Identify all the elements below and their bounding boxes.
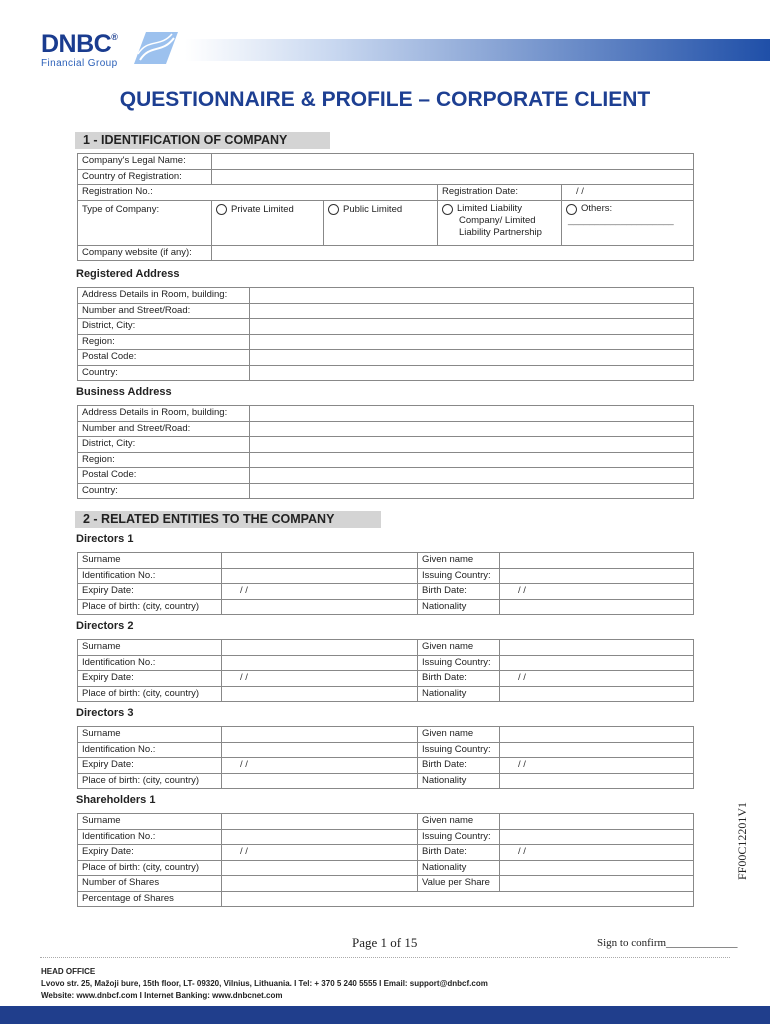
percentage-shares-label: Percentage of Shares [78,891,222,907]
nationality-field[interactable] [500,773,694,789]
table-row [78,553,694,569]
expiry-date-label: Expiry Date: [78,845,222,861]
region-field[interactable] [250,452,694,468]
option-private-limited[interactable]: Private Limited [212,200,324,245]
registration-no-label: Registration No.: [78,185,438,201]
table-row [78,671,694,687]
nationality-label: Nationality [418,599,500,615]
head-office-block [41,966,488,1002]
identification-table [77,153,694,261]
postal-code-field[interactable] [250,350,694,366]
issuing-country-label: Issuing Country: [418,655,500,671]
table-row [78,288,694,304]
table-row [78,350,694,366]
birth-date-label: Birth Date: [418,758,500,774]
table-row [78,154,694,170]
radio-circle-icon[interactable] [328,204,339,215]
head-office-label: HEAD OFFICE [41,967,96,976]
expiry-date-field[interactable]: / / [222,584,418,600]
expiry-date-label: Expiry Date: [78,584,222,600]
legal-name-label: Company's Legal Name: [78,154,212,170]
directors-2-table [77,639,694,702]
table-row [78,334,694,350]
sign-to-confirm: Sign to confirm_____________ [597,937,738,949]
place-of-birth-field[interactable] [222,860,418,876]
nationality-field[interactable] [500,686,694,702]
registration-date-field[interactable]: / / [562,185,694,201]
website-field[interactable] [212,245,694,261]
option-others[interactable]: Others: ____________________ [562,200,694,245]
birth-date-field[interactable]: / / [500,584,694,600]
nationality-label: Nationality [418,773,500,789]
expiry-date-label: Expiry Date: [78,671,222,687]
birth-date-label: Birth Date: [418,584,500,600]
given-name-label: Given name [418,814,500,830]
given-name-label: Given name [418,553,500,569]
expiry-date-label: Expiry Date: [78,758,222,774]
expiry-date-field[interactable]: / / [222,758,418,774]
issuing-country-field[interactable] [500,829,694,845]
given-name-field[interactable] [500,814,694,830]
issuing-country-field[interactable] [500,742,694,758]
table-row [78,406,694,422]
identification-label: Identification No.: [78,829,222,845]
percentage-shares-field[interactable] [222,891,694,907]
header-banner [185,39,770,61]
birth-date-field[interactable]: / / [500,671,694,687]
address-field[interactable] [250,406,694,422]
logo-wave-icon [124,30,180,66]
address-label: Address Details in Room, building: [78,288,250,304]
place-of-birth-label: Place of birth: (city, country) [78,599,222,615]
table-row [78,200,694,245]
expiry-date-field[interactable]: / / [222,845,418,861]
identification-field[interactable] [222,829,418,845]
footer-divider [40,957,730,958]
identification-label: Identification No.: [78,568,222,584]
surname-field[interactable] [222,814,418,830]
directors-1-table [77,552,694,615]
postal-code-field[interactable] [250,468,694,484]
given-name-label: Given name [418,640,500,656]
table-row [78,483,694,499]
table-row [78,640,694,656]
business-address-header: Business Address [76,386,172,398]
address-label: Address Details in Room, building: [78,406,250,422]
table-row [78,758,694,774]
region-field[interactable] [250,334,694,350]
table-row [78,452,694,468]
table-row [78,814,694,830]
table-row [78,742,694,758]
district-field[interactable] [250,437,694,453]
table-row [78,686,694,702]
postal-code-label: Postal Code: [78,350,250,366]
page-number: Page 1 of 15 [352,935,418,950]
head-office-address: Lvovo str. 25, Mažoji bure, 15th floor, LT- 09320, Vilnius, Lithuania. I Tel: + 370 5 240 5555 I Email: support@dnbcf.com [41,979,488,988]
birth-date-field[interactable]: / / [500,845,694,861]
table-row [78,245,694,261]
table-row [78,829,694,845]
table-row [78,365,694,381]
country-registration-label: Country of Registration: [78,169,212,185]
document-code: FF00C12201V1 [735,801,749,880]
directors-3-header: Directors 3 [76,707,134,719]
section-2-header: 2 - RELATED ENTITIES TO THE COMPANY [75,511,381,528]
issuing-country-label: Issuing Country: [418,829,500,845]
given-name-field[interactable] [500,553,694,569]
place-of-birth-field[interactable] [222,686,418,702]
logo-subtitle: Financial Group [41,58,118,69]
given-name-field[interactable] [500,727,694,743]
postal-code-label: Postal Code: [78,468,250,484]
place-of-birth-label: Place of birth: (city, country) [78,686,222,702]
table-row [78,891,694,907]
table-row [78,437,694,453]
identification-field[interactable] [222,742,418,758]
radio-circle-icon[interactable] [216,204,227,215]
footer-bar [0,1006,770,1024]
value-per-share-field[interactable] [500,876,694,892]
place-of-birth-field[interactable] [222,599,418,615]
surname-label: Surname [78,727,222,743]
district-field[interactable] [250,319,694,335]
registered-address-table [77,287,694,381]
country-field[interactable] [250,483,694,499]
radio-circle-icon[interactable] [566,204,577,215]
region-label: Region: [78,452,250,468]
table-row [78,876,694,892]
option-limited-liability[interactable]: Limited Liability Company/ Limited Liability Partnership [438,200,562,245]
head-office-web: Website: www.dnbcf.com I Internet Banking: www.dnbcnet.com [41,991,283,1000]
country-field[interactable] [250,365,694,381]
country-label: Country: [78,483,250,499]
table-row [78,599,694,615]
table-row [78,185,694,201]
expiry-date-field[interactable]: / / [222,671,418,687]
website-label: Company website (if any): [78,245,212,261]
directors-2-header: Directors 2 [76,620,134,632]
birth-date-label: Birth Date: [418,671,500,687]
surname-label: Surname [78,553,222,569]
district-label: District, City: [78,319,250,335]
business-address-table [77,405,694,499]
identification-label: Identification No.: [78,742,222,758]
country-registration-field[interactable] [212,169,694,185]
legal-name-field[interactable] [212,154,694,170]
number-of-shares-label: Number of Shares [78,876,222,892]
registration-date-label: Registration Date: [438,185,562,201]
street-field[interactable] [250,421,694,437]
region-label: Region: [78,334,250,350]
birth-date-label: Birth Date: [418,845,500,861]
surname-field[interactable] [222,727,418,743]
section-1-header: 1 - IDENTIFICATION OF COMPANY [75,132,330,149]
address-field[interactable] [250,288,694,304]
given-name-label: Given name [418,727,500,743]
table-row [78,421,694,437]
place-of-birth-field[interactable] [222,773,418,789]
given-name-field[interactable] [500,640,694,656]
issuing-country-label: Issuing Country: [418,742,500,758]
identification-label: Identification No.: [78,655,222,671]
table-row [78,773,694,789]
place-of-birth-label: Place of birth: (city, country) [78,860,222,876]
shareholders-1-header: Shareholders 1 [76,794,156,806]
issuing-country-field[interactable] [500,568,694,584]
option-public-limited[interactable]: Public Limited [324,200,438,245]
street-field[interactable] [250,303,694,319]
directors-1-header: Directors 1 [76,533,134,545]
table-row [78,655,694,671]
country-label: Country: [78,365,250,381]
place-of-birth-label: Place of birth: (city, country) [78,773,222,789]
shareholders-1-table [77,813,694,907]
identification-field[interactable] [222,568,418,584]
birth-date-field[interactable]: / / [500,758,694,774]
table-row [78,303,694,319]
radio-circle-icon[interactable] [442,204,453,215]
type-company-label: Type of Company: [78,200,212,245]
surname-field[interactable] [222,640,418,656]
directors-3-table [77,726,694,789]
table-row [78,169,694,185]
issuing-country-field[interactable] [500,655,694,671]
nationality-label: Nationality [418,686,500,702]
surname-label: Surname [78,640,222,656]
nationality-field[interactable] [500,860,694,876]
registered-address-header: Registered Address [76,268,180,280]
street-label: Number and Street/Road: [78,421,250,437]
number-of-shares-field[interactable] [222,876,418,892]
issuing-country-label: Issuing Country: [418,568,500,584]
nationality-label: Nationality [418,860,500,876]
table-row [78,468,694,484]
street-label: Number and Street/Road: [78,303,250,319]
company-logo: DNBC® [41,30,118,58]
identification-field[interactable] [222,655,418,671]
table-row [78,860,694,876]
table-row [78,845,694,861]
table-row [78,727,694,743]
value-per-share-label: Value per Share [418,876,500,892]
nationality-field[interactable] [500,599,694,615]
table-row [78,319,694,335]
table-row [78,584,694,600]
table-row [78,568,694,584]
surname-label: Surname [78,814,222,830]
surname-field[interactable] [222,553,418,569]
district-label: District, City: [78,437,250,453]
page-title: QUESTIONNAIRE & PROFILE – CORPORATE CLIENT [119,88,651,111]
